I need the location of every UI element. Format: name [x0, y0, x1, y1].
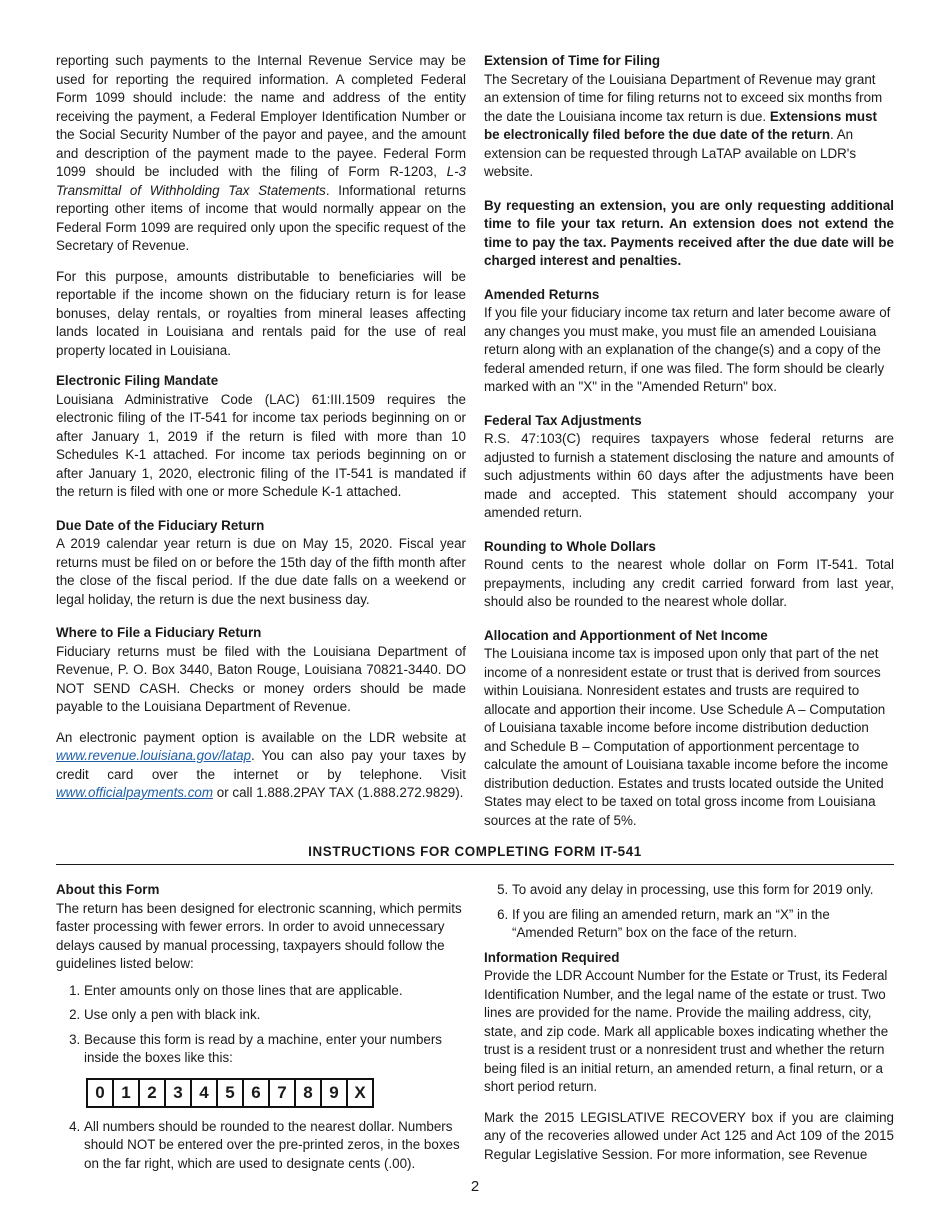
section-heading: Information Required: [484, 949, 620, 965]
info-column: [484, 881, 894, 1179]
sample-digit-boxes: [86, 1078, 374, 1108]
due-date-section: [56, 517, 466, 610]
list-item: 5. To avoid any delay in processing, use this form for 2019 only.: [512, 881, 894, 900]
section-heading: About this Form: [56, 882, 160, 897]
electronic-filing-section: [56, 372, 466, 502]
list-item: 1. Enter amounts only on those lines that are applicable.: [84, 982, 466, 1001]
guidelines-list: [56, 982, 466, 1174]
digit-box: 7: [270, 1080, 296, 1106]
amended-returns-section: [484, 286, 894, 397]
section-body: The return has been designed for electronic scanning, which permits faster processing with fewer errors. In order to avoid unnecessary delays caused by manual processing, taxpayers should follow the guidelines listed below:: [56, 900, 462, 971]
digit-box: 6: [244, 1080, 270, 1106]
document-page: [56, 52, 894, 1179]
guidelines-list-continued: [484, 881, 894, 943]
section-body: If you file your fiduciary income tax return and later become aware of any changes you must make, you must file an amended Louisiana return along with an explanation of the change(s) and a copy of the federal amended return, if one was filed. The form should be clearly marked with an "X" in the "Amended Return" box.: [484, 305, 891, 394]
section-body: The Louisiana income tax is imposed upon only that part of the net income of a nonresident estate or trust that is derived from sources within Louisiana. Nonresident estates and trusts are required to allocate and apportion their income. Use Schedule A – Computation of Louisiana taxable income before income distribution deduction and Schedule B – Computation of apportionment percentage to calculate the amount of Louisiana taxable income before the income distribution deduction. Estates and trusts located outside the United States may elect to be taxed on total gross income from Louisiana sources at the rate of 5%.: [484, 646, 889, 828]
section-heading: Federal Tax Adjustments: [484, 412, 642, 428]
digit-box: 3: [166, 1080, 192, 1106]
list-item: 3. Because this form is read by a machine, enter your numbers inside the boxes like this: 0 1 2 3 4 5 6 7 8 9 X: [84, 1031, 466, 1108]
section-heading: Where to File a Fiduciary Return: [56, 625, 262, 640]
digit-box: 2: [140, 1080, 166, 1106]
beneficiaries-paragraph: For this purpose, amounts distributable to beneficiaries will be reportable if the income shown on the fiduciary return is for lease bonuses, delay rentals, or royalties from mineral leases affecting lands located in Louisiana and rentals paid for the use of real property located in Louisiana.: [56, 268, 466, 358]
digit-box: 1: [114, 1080, 140, 1106]
section-body: Provide the LDR Account Number for the Estate or Trust, its Federal Identification Number, and the legal name of the estate or trust. Two lines are provided for the name. Provide the mailing address, city, state, and zip code. Mark all applicable boxes indicating whether the trust is a resident trust or a nonresident trust and whether the return being filed is an initial return, an amended return, a final return, or a short period return.: [484, 968, 889, 1094]
about-column: [56, 881, 466, 1179]
section-body: The Secretary of the Louisiana Department of Revenue may grant an extension of time for filing returns not to exceed six months from the date the Louisiana income tax return is due. Extensions must be electronically filed before the due date of the return. An extension can be requested through LaTAP available on LDR's website.: [484, 71, 883, 179]
section-heading: Rounding to Whole Dollars: [484, 538, 656, 554]
section-heading: Electronic Filing Mandate: [56, 373, 219, 388]
top-columns: [56, 52, 894, 830]
bottom-columns: [56, 881, 894, 1179]
left-column: [56, 52, 466, 830]
legislative-recovery-paragraph: Mark the 2015 LEGISLATIVE RECOVERY box if you are claiming any of the recoveries allowed under Act 125 and Act 109 of the 2015 Regular Legislative Session. For more information, see Revenue: [484, 1109, 894, 1162]
section-heading: Allocation and Apportionment of Net Income: [484, 627, 768, 643]
list-item: 4. All numbers should be rounded to the nearest dollar. Numbers should NOT be entered over the pre-printed zeros, in the boxes on the far right, which are used to designate cents (.00).: [84, 1118, 466, 1174]
digit-box: 8: [296, 1080, 322, 1106]
extension-section: [484, 52, 894, 182]
latap-link[interactable]: www.revenue.louisiana.gov/latap: [56, 748, 252, 763]
digit-box: 0: [88, 1080, 114, 1106]
section-heading: Extension of Time for Filing: [484, 53, 661, 68]
federal-adjustments-section: [484, 412, 894, 523]
page-number: 2: [470, 1178, 480, 1195]
form-1099-paragraph: reporting such payments to the Internal Revenue Service may be used for reporting the required information. A completed Federal Form 1099 should include: the name and address of the entity receiving the payment, a Federal Employer Identification Number or the Social Security Number of the payor and payee, and the amount and description of the payment made to the payee. Federal Form 1099 should be included with the filing of Form R-1203, L-3 Transmittal of Withholding Tax Statements. Informational returns reporting other items of income that would normally appear on the Federal Form 1099 are required only upon the specific request of the Secretary of Revenue.: [56, 53, 467, 253]
rounding-section: [484, 538, 894, 612]
digit-box: 4: [192, 1080, 218, 1106]
section-body: R.S. 47:103(C) requires taxpayers whose federal returns are adjusted to furnish a statement disclosing the nature and amounts of such adjustments within 60 days after the adjustments have been made and accepted. This statement should accompany your amended return.: [484, 431, 894, 520]
list-item: 2. Use only a pen with black ink.: [84, 1006, 466, 1025]
right-column: [484, 52, 894, 830]
instructions-title: INSTRUCTIONS FOR COMPLETING FORM IT-541: [56, 844, 894, 865]
digit-box: X: [354, 1082, 366, 1102]
section-body: Round cents to the nearest whole dollar on Form IT-541. Total prepayments, including any credit carried forward from last year, should also be rounded to the nearest whole dollar.: [484, 557, 894, 609]
form-title-italic: L-3 Transmittal of Withholding Tax Statements: [56, 164, 466, 198]
section-body: Louisiana Administrative Code (LAC) 61:III.1509 requires the electronic filing of the IT-541 for income tax periods beginning on or after January 1, 2019 if the return is filed with more than 10 Schedules K-1 attached. For income tax periods beginning on or after January 1, 2020, electronic filing of the IT-541 is mandated if the return is filed with one or more Schedule K-1 attached.: [56, 391, 466, 499]
section-heading: Due Date of the Fiduciary Return: [56, 517, 265, 533]
section-heading: Amended Returns: [484, 286, 600, 302]
digit-box: 5: [218, 1080, 244, 1106]
section-body: A 2019 calendar year return is due on May 15, 2020. Fiscal year returns must be filed on or before the 15th day of the fifth month after the close of the fiscal period. If the due date falls on a weekend or legal holiday, the return is due the next business day.: [56, 536, 466, 607]
officialpayments-link[interactable]: www.officialpayments.com: [56, 785, 214, 800]
extension-warning: By requesting an extension, you are only requesting additional time to file your tax return. An extension does not extend the time to pay the tax. Payments received after the due date will be charged interest and penalties.: [484, 197, 894, 268]
where-to-file-section: [56, 624, 466, 717]
digit-box: 9: [322, 1080, 348, 1106]
list-item: 6. If you are filing an amended return, mark an “X” in the “Amended Return” box on the face of the return.: [512, 906, 894, 943]
payment-paragraph: An electronic payment option is available on the LDR website at www.revenue.louisiana.gov/latap. You can also pay your taxes by credit card over the internet or by telephone. Visit www.officialpayments.com or call 1.888.2PAY TAX (1.888.272.9829).: [56, 729, 466, 800]
allocation-section: [484, 627, 894, 831]
section-body: Fiduciary returns must be filed with the Louisiana Department of Revenue, P. O. Box 3440, Baton Rouge, Louisiana 70821-3440. DO NOT SEND CASH. Checks or money orders should be made payable to the Louisiana Department of Revenue.: [56, 643, 466, 714]
